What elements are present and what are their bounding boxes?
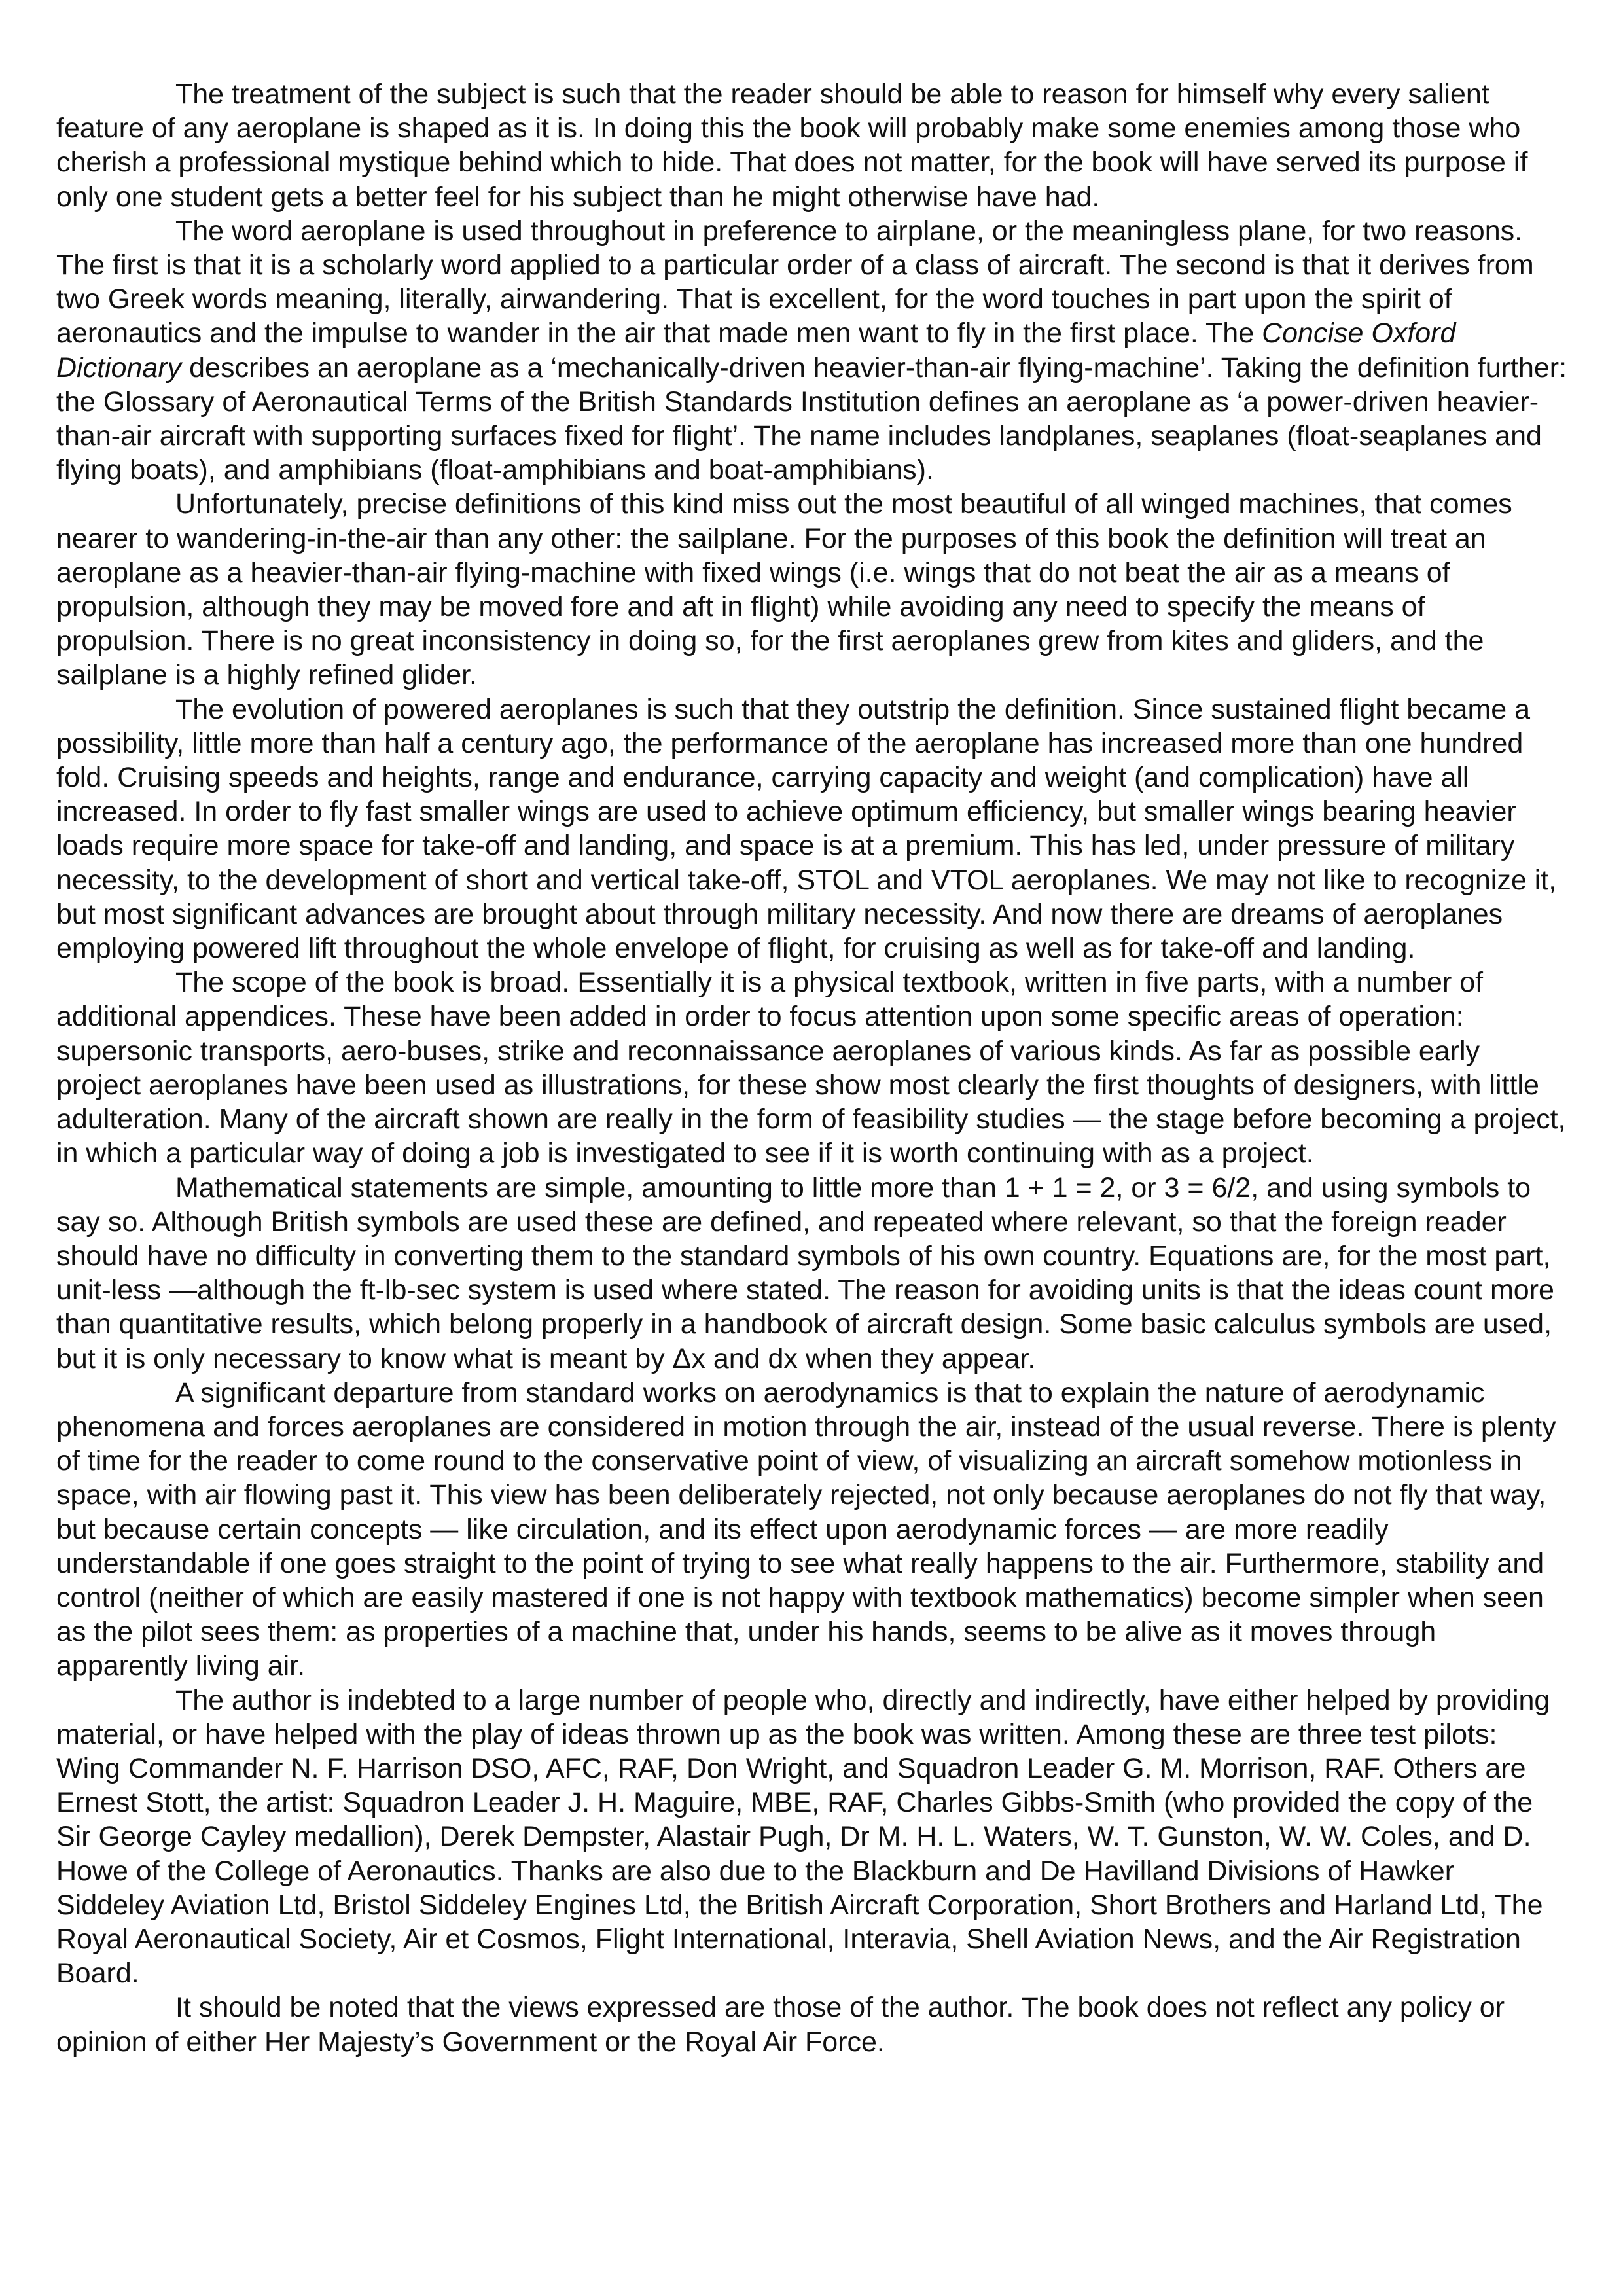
paragraph-text: Unfortunately, precise definitions of this kind miss out the most beautiful of all winged machines, that comes nearer to wandering-in-the-air than any other: the sailplane. For the purposes of this book the definition will treat an aeroplane as a heavier-than-air flying-machine with fixed wings (i.e. wings that do not beat the air as a means of propulsion, although they may be moved fore and aft in flight) while avoiding any need to specify the means of propulsion. There is no great inconsistency in doing so, for the first aeroplanes grew from kites and gliders, and the sailplane is a highly refined glider. — [56, 488, 1512, 691]
paragraph-text: The scope of the book is broad. Essentially it is a physical textbook, written in five parts, with a number of additional appendices. These have been added in order to focus attention upon some specific areas of operation: supersonic transports, aero-buses, strike and reconnaissance aeroplanes of various kinds. As far as possible early project aeroplanes have been used as illustrations, for these show most clearly the first thoughts of designers, with little adulteration. Many of the aircraft shown are really in the form of feasibility studies — the stage before becoming a project, in which a particular way of doing a job is investigated to see if it is worth continuing with as a project. — [56, 967, 1566, 1170]
paragraph-disclaimer — [56, 1990, 1568, 2058]
paragraph-text: A significant departure from standard works on aerodynamics is that to explain the nature of aerodynamic phenomena and forces aeroplanes are considered in motion through the air, instead of the usual reverse. There is plenty of time for the reader to come round to the conservative point of view, of visualizing an aircraft somehow motionless in space, with air flowing past it. This view has been deliberately rejected, not only because aeroplanes do not fly that way, but because certain concepts — like circulation, and its effect upon aerodynamic forces — are more readily understandable if one goes straight to the point of trying to see what really happens to the air. Furthermore, stability and control (neither of which are easily mastered if one is not happy with textbook mathematics) become simpler when seen as the pilot sees them: as properties of a machine that, under his hands, seems to be alive as it moves through apparently living air. — [56, 1376, 1556, 1682]
paragraph-mathematical-statements — [56, 1171, 1568, 1376]
paragraph-scope-of-book — [56, 965, 1568, 1170]
paragraph-text: The treatment of the subject is such that the reader should be able to reason for himself why every salient feature of any aeroplane is shaped as it is. In doing this the book will probably make some enemies among those who cherish a professional mystique behind which to hide. That does not matter, for the book will have served its purpose if only one student gets a better feel for his subject than he might otherwise have had. — [56, 79, 1528, 213]
paragraph-departure-from-standard-works — [56, 1376, 1568, 1683]
paragraph-text: describes an aeroplane as a ‘mechanically-driven heavier-than-air flying-machine’. Taking the definition further: the Glossary of Aeronautical Terms of the British Standards Institution defines an aeroplane as ‘a power-driven heavier-than-air aircraft with supporting surfaces fixed for flight’. The name includes landplanes, seaplanes (float-seaplanes and flying boats), and amphibians (float-amphibians and boat-amphibians). — [56, 351, 1567, 486]
paragraph-word-aeroplane — [56, 214, 1568, 488]
paragraph-sailplane-definition — [56, 487, 1568, 692]
paragraph-treatment-of-subject — [56, 77, 1568, 214]
paragraph-text: Mathematical statements are simple, amounting to little more than 1 + 1 = 2, or 3 = 6/2, and using symbols to say so. Although British symbols are used these are defined, and repeated where relevant, so that the foreign reader should have no difficulty in converting them to the standard symbols of his own country. Equations are, for the most part, unit-less —although the ft-lb-sec system is used where stated. The reason for avoiding units is that the ideas count more than quantitative results, which belong properly in a handbook of aircraft design. Some basic calculus symbols are used, but it is only necessary to know what is meant by Δx and dx when they appear. — [56, 1172, 1554, 1374]
paragraph-text: The evolution of powered aeroplanes is such that they outstrip the definition. Since sustained flight became a possibility, little more than half a century ago, the performance of the aeroplane has increased more than one hundred fold. Cruising speeds and heights, range and endurance, carrying capacity and weight (and complication) have all increased. In order to fly fast smaller wings are used to achieve optimum efficiency, but smaller wings bearing heavier loads require more space for take-off and landing, and space is at a premium. This has led, under pressure of military necessity, to the development of short and vertical take-off, STOL and VTOL aeroplanes. We may not like to recognize it, but most significant advances are brought about through military necessity. And now there are dreams of aeroplanes employing powered lift throughout the whole envelope of flight, for cruising as well as for take-off and landing. — [56, 693, 1557, 965]
paragraph-evolution-powered-aeroplanes — [56, 692, 1568, 966]
document-page — [56, 77, 1568, 2059]
paragraph-acknowledgements — [56, 1683, 1568, 1991]
book-title-concise-oxford-dictionary: Concise Oxford Dictionary — [56, 317, 1456, 384]
paragraph-text: The author is indebted to a large number of people who, directly and indirectly, have either helped by providing material, or have helped with the play of ideas thrown up as the book was written. Among these are three test pilots: Wing Commander N. F. Harrison DSO, AFC, RAF, Don Wright, and Squadron Leader G. M. Morrison, RAF. Others are Ernest Stott, the artist: Squadron Leader J. H. Maguire, MBE, RAF, Charles Gibbs-Smith (who provided the copy of the Sir George Cayley medallion), Derek Dempster, Alastair Pugh, Dr M. H. L. Waters, W. T. Gunston, W. W. Coles, and D. Howe of the College of Aeronautics. Thanks are also due to the Blackburn and De Havilland Divisions of Hawker Siddeley Aviation Ltd, Bristol Siddeley Engines Ltd, the British Aircraft Corporation, Short Brothers and Harland Ltd, The Royal Aeronautical Society, Air et Cosmos, Flight International, Interavia, Shell Aviation News, and the Air Registration Board. — [56, 1684, 1550, 1990]
paragraph-text: It should be noted that the views expressed are those of the author. The book does not reflect any policy or opinion of either Her Majesty’s Government or the Royal Air Force. — [56, 1992, 1505, 2058]
paragraph-text: The word aeroplane is used throughout in preference to airplane, or the meaningless plane, for two reasons. The first is that it is a scholarly word applied to a particular order of a class of aircraft. The second is that it derives from two Greek words meaning, literally, airwandering. That is excellent, for the word touches in part upon the spirit of aeronautics and the impulse to wander in the air that made men want to fly in the first place. The — [56, 215, 1534, 350]
